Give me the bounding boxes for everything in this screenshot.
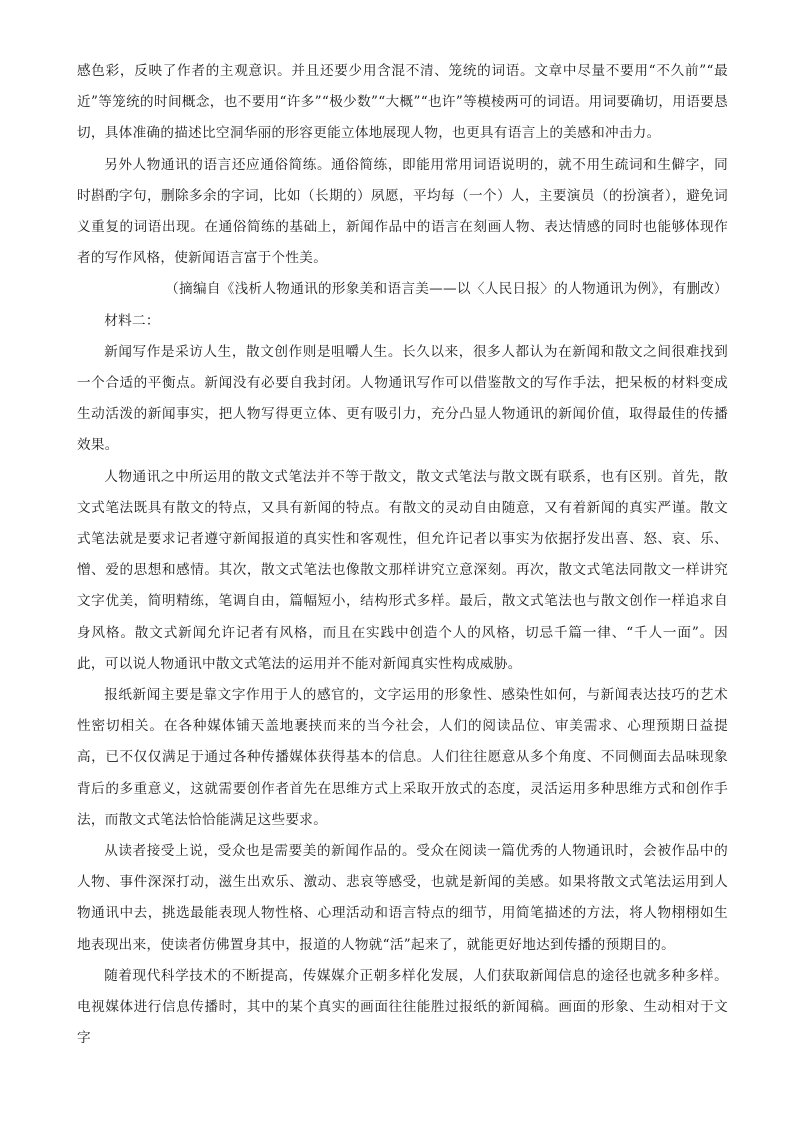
- paragraph-news-and-prose: 新闻写作是采访人生，散文创作则是咀嚼人生。长久以来，很多人都认为在新闻和散文之间很难找到一个合适的平衡点。新闻没有必要自我封闭。人物通讯写作可以借鉴散文的写作手法，把呆板的材料变成生动活泼的新闻事实，把人物写得更立体、更有吸引力，充分凸显人物通讯的新闻价值，取得最佳的传播效果。: [77, 343, 728, 454]
- paragraph-continuation: 感色彩，反映了作者的主观意识。并且还要少用含混不清、笼统的词语。文章中尽量不要用“不久前”“最近”等笼统的时间概念，也不要用“许多”“极少数”“大概”“也许”等模棱两可的词语。用词要确切，用语要恳切，具体准确的描述比空洞华丽的形容更能立体地展现人物，也更具有语言上的美感和冲击力。: [77, 63, 728, 142]
- paragraph-prose-style: 人物通讯之中所运用的散文式笔法并不等于散文，散文式笔法与散文既有联系，也有区别。首先，散文式笔法既具有散文的特点，又具有新闻的特点。有散文的灵动自由随意，又有着新闻的真实严谨。散文式笔法就是要求记者遵守新闻报道的真实性和客观性，但允许记者以事实为依据抒发出喜、怒、哀、乐、憎、爱的思想和感情。其次，散文式笔法也像散文那样讲究立意深刻。再次，散文式笔法同散文一样讲究文字优美，简明精练，笔调自由，篇幅短小，结构形式多样。最后，散文式笔法也与散文创作一样追求自身风格。散文式新闻允许记者有风格，而且在实践中创造个人的风格，切忌千篇一律、“千人一面”。因此，可以说人物通讯中散文式笔法的运用并不能对新闻真实性构成威胁。: [77, 468, 728, 672]
- paragraph-media-development: 随着现代科学技术的不断提高，传媒媒介正朝多样化发展，人们获取新闻信息的途径也就多种多样。电视媒体进行信息传播时，其中的某个真实的画面往往能胜过报纸的新闻稿。画面的形象、生动相对于文字: [77, 967, 728, 1047]
- paragraph-newspaper-news: 报纸新闻主要是靠文字作用于人的感官的，文字运用的形象性、感染性如何，与新闻表达技巧的艺术性密切相关。在各种媒体铺天盖地裹挟而来的当今社会，人们的阅读品位、审美需求、心理预期日益提高，已不仅仅满足于通过各种传播媒体获得基本的信息。人们往往愿意从多个角度、不同侧面去品味现象背后的多重意义，这就需要创作者首先在思维方式上采取开放式的态度，灵活运用多种思维方式和创作手法，而散文式笔法恰恰能满足这些要求。: [77, 687, 728, 828]
- paragraph-language-simplicity: 另外人物通讯的语言还应通俗简练。通俗简练，即能用常用词语说明的，就不用生疏词和生僻字，同时斟酌字句，删除多余的字词，比如（长期的）夙愿，平均每（一个）人，主要演员（的扮演者），避免词义重复的词语出现。在通俗简练的基础上，新闻作品中的语言在刻画人物、表达情感的同时也能够体现作者的写作风格，使新闻语言富于个性美。: [77, 156, 728, 267]
- material-two-heading: 材料二：: [104, 312, 160, 329]
- source-citation: （摘编自《浅析人物通讯的形象美和语言美——以〈人民日报〉的人物通讯为例》，有删改）: [165, 281, 728, 298]
- paragraph-reader-reception: 从读者接受上说，受众也是需要美的新闻作品的。受众在阅读一篇优秀的人物通讯时，会被作品中的人物、事件深深打动，滋生出欢乐、激动、悲哀等感受，也就是新闻的美感。如果将散文式笔法运用到人物通讯中去，挑选最能表现人物性格、心理活动和语言特点的细节，用简笔描述的方法，将人物栩栩如生地表现出来，使读者仿佛置身其中，报道的人物就“活”起来了，就能更好地达到传播的预期目的。: [77, 843, 728, 953]
